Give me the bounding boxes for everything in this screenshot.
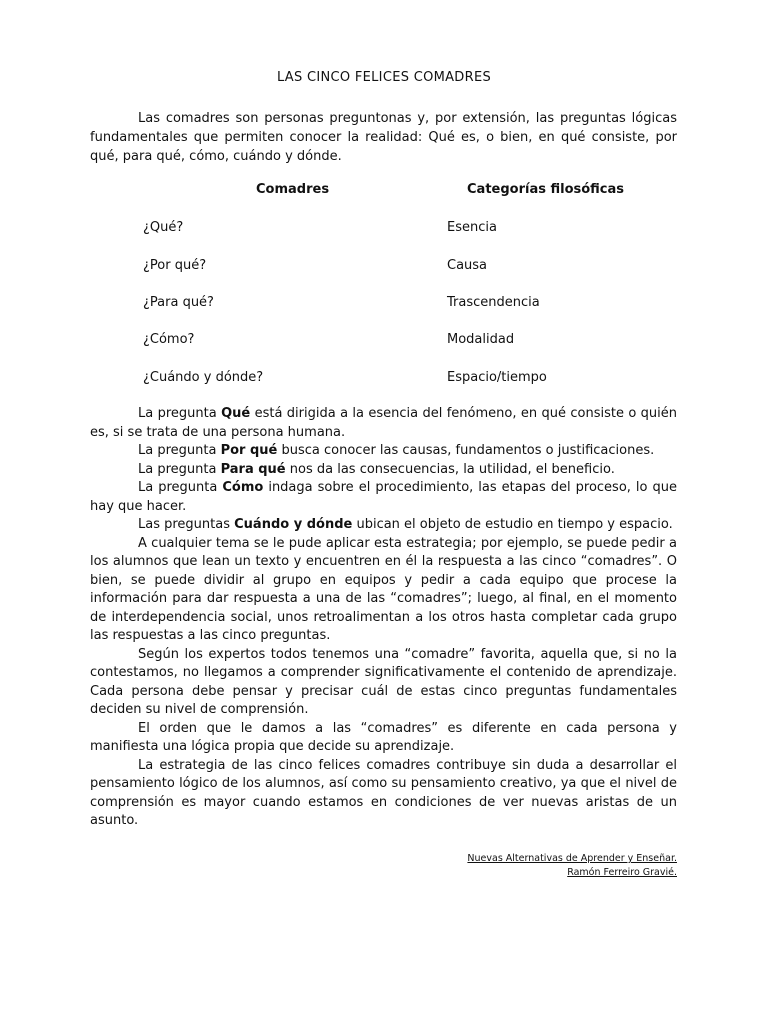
paragraph-estrategia bbox=[90, 535, 677, 646]
table-row bbox=[0, 220, 768, 240]
category-cell: Causa bbox=[447, 258, 488, 273]
category-cell: Trascendencia bbox=[447, 295, 540, 310]
paragraph-text: La estrategia de las cinco felices comadres contribuye sin duda a desarrollar el pensamiento lógico de los alumnos, así como su pensamiento creativo, ya que el nivel de comprensión es mayor cuando estamos en condiciones de ver nuevas aristas de un asunto. bbox=[90, 757, 677, 828]
paragraph-text: busca conocer las causas, fundamentos o justificaciones. bbox=[277, 443, 655, 458]
paragraph-text: La pregunta bbox=[138, 406, 222, 421]
paragraph-para-que bbox=[90, 461, 677, 480]
question-cell: ¿Cuándo y dónde? bbox=[143, 370, 264, 385]
paragraph-text: Las preguntas bbox=[138, 517, 235, 532]
question-cell: ¿Para qué? bbox=[143, 295, 214, 310]
paragraph-text: indaga sobre el procedimiento, las etapas del proceso, lo que hay que hacer. bbox=[90, 480, 677, 514]
paragraph-text: A cualquier tema se le pude aplicar esta estrategia; por ejemplo, se puede pedir a los alumnos que lean un texto y encuentren en él la respuesta a las cinco “comadres”. O bien, se puede dividir al grupo en equipos y pedir a cada equipo que procese la información para dar respuesta a una de las “comadres”; luego, al final, en el momento de interdependencia social, unos retroalimentan a los otros hasta completar cada grupo las respuestas a las cinco preguntas. bbox=[90, 535, 677, 643]
question-cell: ¿Cómo? bbox=[143, 332, 195, 347]
paragraph-expertos bbox=[90, 646, 677, 720]
table-row bbox=[0, 332, 768, 352]
paragraph-cuando-donde bbox=[90, 516, 677, 535]
paragraph-text: nos da las consecuencias, la utilidad, el beneficio. bbox=[285, 461, 615, 477]
paragraph-keyword: Qué bbox=[221, 406, 251, 421]
category-cell: Espacio/tiempo bbox=[447, 370, 547, 385]
paragraph-keyword: Para qué bbox=[220, 461, 286, 477]
table-header-categorias: Categorías filosóficas bbox=[467, 182, 625, 197]
question-cell: ¿Por qué? bbox=[143, 258, 207, 273]
paragraph-text: La pregunta bbox=[138, 443, 221, 458]
credit-source: Nuevas Alternativas de Aprender y Enseñar. bbox=[467, 853, 677, 864]
paragraph-text: El orden que le damos a las “comadres” es diferente en cada persona y manifiesta una lógica propia que decide su aprendizaje. bbox=[90, 720, 677, 754]
category-cell: Modalidad bbox=[447, 332, 515, 347]
paragraph-keyword: Por qué bbox=[220, 443, 278, 458]
paragraph-orden bbox=[90, 720, 677, 757]
body-text bbox=[90, 405, 677, 831]
table-row bbox=[0, 370, 768, 390]
paragraph-que bbox=[90, 405, 677, 442]
table-header-comadres: Comadres bbox=[256, 182, 330, 197]
table-row bbox=[0, 295, 768, 315]
paragraph-keyword: Cuándo y dónde bbox=[234, 517, 353, 532]
paragraph-conclusion bbox=[90, 757, 677, 831]
question-cell: ¿Qué? bbox=[143, 220, 184, 235]
credit-author: Ramón Ferreiro Gravié. bbox=[567, 867, 677, 878]
paragraph-text: ubican el objeto de estudio en tiempo y espacio. bbox=[352, 517, 673, 532]
category-cell: Esencia bbox=[447, 220, 497, 235]
table-row bbox=[0, 258, 768, 278]
paragraph-como bbox=[90, 479, 677, 516]
paragraph-text: Según los expertos todos tenemos una “comadre” favorita, aquella que, si no la contestamos, no llegamos a comprender significativamente el contenido de aprendizaje. Cada persona debe pensar y precisar cuál de estas cinco preguntas fundamentales deciden su nivel de comprensión. bbox=[90, 646, 677, 717]
paragraph-text: está dirigida a la esencia del fenómeno, en qué consiste o quién es, si se trata de una persona humana. bbox=[90, 406, 677, 440]
paragraph-text: La pregunta bbox=[138, 480, 223, 495]
intro-paragraph: Las comadres son personas preguntonas y, por extensión, las preguntas lógicas fundamentales que permiten conocer la realidad: Qué es, o bien, en qué consiste, por qué, para qué, cómo, cuándo y dónde. bbox=[90, 111, 677, 164]
paragraph-text: La pregunta bbox=[138, 461, 221, 477]
paragraph-keyword: Cómo bbox=[222, 480, 264, 495]
document-title: LAS CINCO FELICES COMADRES bbox=[276, 70, 492, 85]
paragraph-por-que bbox=[90, 442, 677, 461]
